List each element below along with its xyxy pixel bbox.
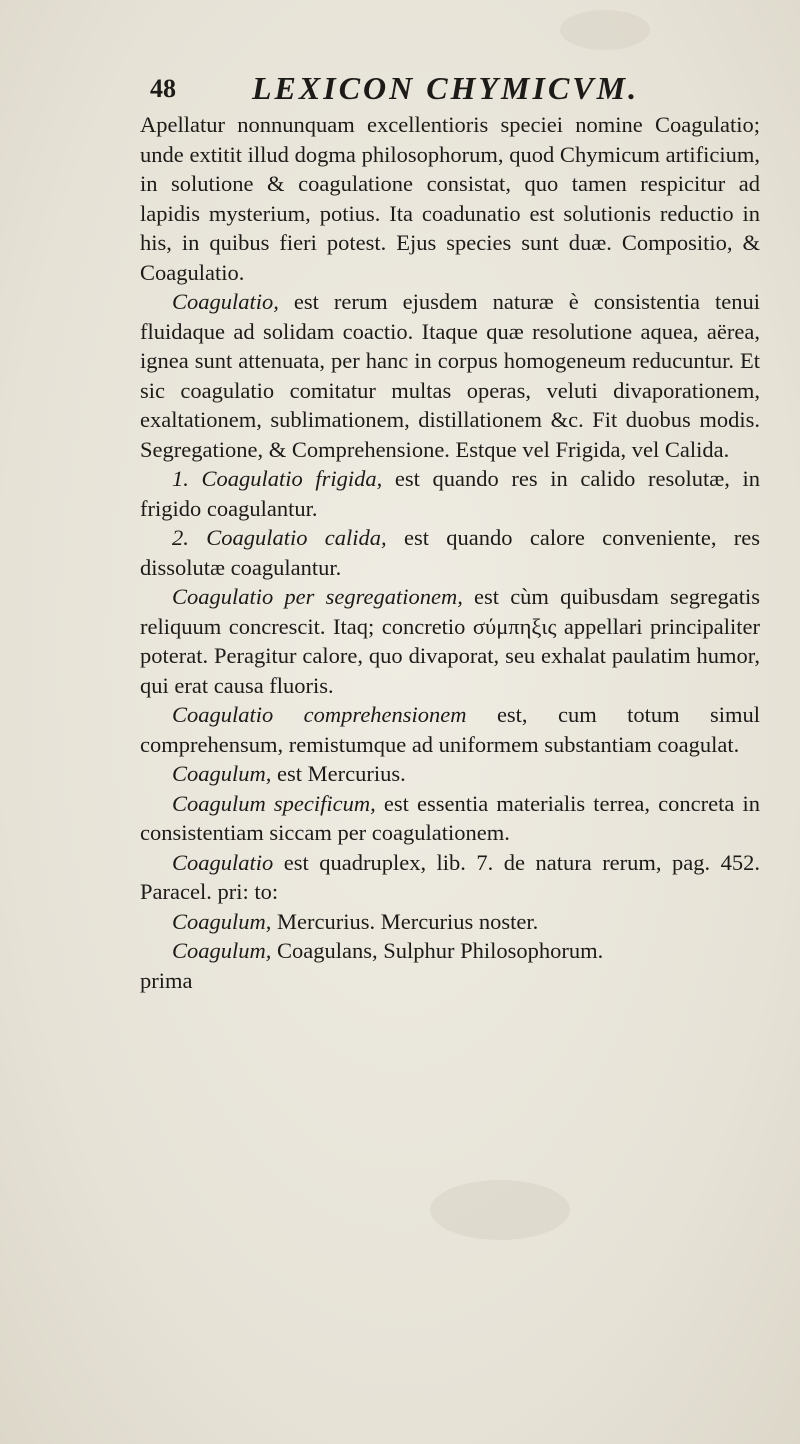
entry-term: Coagulatio [172, 849, 274, 875]
entry-text: est quadruplex, lib. 7. de natura rerum, pag. 452. Paracel. pri: to: [140, 849, 760, 904]
body-text [140, 110, 760, 995]
entry-term: Coagulatio, [172, 289, 279, 314]
entry-paragraph [140, 700, 760, 759]
entry-text: Apellatur nonnunquam excellentioris speciei nomine Coagulatio; unde extitit illud dogma philosophorum, quod Chymicum artificium, in solutione & coagulatione consistat, quo tamen respicitur ad lapidis mysterium, potius. Ita coadunatio est solutionis reductio in his, in quibus fieri potest. Ejus species sunt duæ. Compositio, & Coagulatio. [140, 112, 760, 285]
running-title: LEXICON CHYMICVM. [252, 70, 640, 106]
page-header [150, 70, 730, 110]
catchword: prima [140, 967, 193, 993]
entry-paragraph [140, 287, 760, 464]
entry-text: est cùm quibusdam segregatis reliquum concrescit. Itaq; concretio σύμπηξις appellari principaliter poterat. Peragitur calore, quo divaporat, seu exhalat paulatim humor, qui erat causa fluoris. [140, 584, 760, 698]
entry-text: est quando calore conveniente, res dissolutæ coagulantur. [140, 525, 761, 580]
entry-paragraph [140, 789, 760, 848]
entry-text: est Mercurius. [277, 761, 406, 786]
entry-paragraph [140, 464, 760, 523]
entry-paragraph [140, 110, 760, 287]
entry-paragraph [140, 936, 760, 966]
entry-term: Coagulatio per segregationem, [172, 584, 463, 609]
entry-text: Coagulans, Sulphur Philosophorum. [277, 938, 604, 963]
entry-text: est quando res in calido resolutæ, in frigido coagulantur. [140, 466, 760, 521]
entry-paragraph [140, 759, 760, 789]
entry-term: Coagulum specificum, [172, 790, 376, 816]
entry-text: est, cum totum simul comprehensum, remistumque ad uniformem substantiam coagulat. [140, 702, 760, 757]
entry-paragraph [140, 907, 760, 937]
entry-text: est essentia materialis terrea, concreta in consistentiam siccam per coagulationem. [140, 790, 761, 845]
entry-paragraph [140, 582, 760, 700]
entry-term: Coagulum, [172, 938, 272, 963]
entry-term: 1. Coagulatio frigida, [172, 466, 383, 491]
entry-term: Coagulatio comprehensionem [172, 702, 467, 727]
page-number: 48 [150, 74, 176, 103]
entry-text: Mercurius. Mercurius noster. [277, 908, 539, 934]
paper-stain [560, 10, 650, 50]
paper-stain [430, 1180, 570, 1240]
entry-term: Coagulum, [172, 761, 272, 786]
entry-term: Coagulum, [172, 908, 272, 934]
entry-text: est rerum ejusdem naturæ è consistentia tenui fluidaque ad solidam coactio. Itaque quæ resolutione aquea, aërea, ignea sunt attenuata, per hanc in corpus homogeneum reducuntur. Et sic coagulatio comitatur multas operas, veluti divaporationem, exaltationem, sublimationem, distillationem &c. Fit duobus modis. Segregatione, & Comprehensione. Estque vel Frigida, vel Calida. [140, 289, 761, 462]
entry-paragraph [140, 523, 760, 582]
entry-term: 2. Coagulatio calida, [172, 525, 387, 550]
entry-paragraph [140, 848, 760, 907]
